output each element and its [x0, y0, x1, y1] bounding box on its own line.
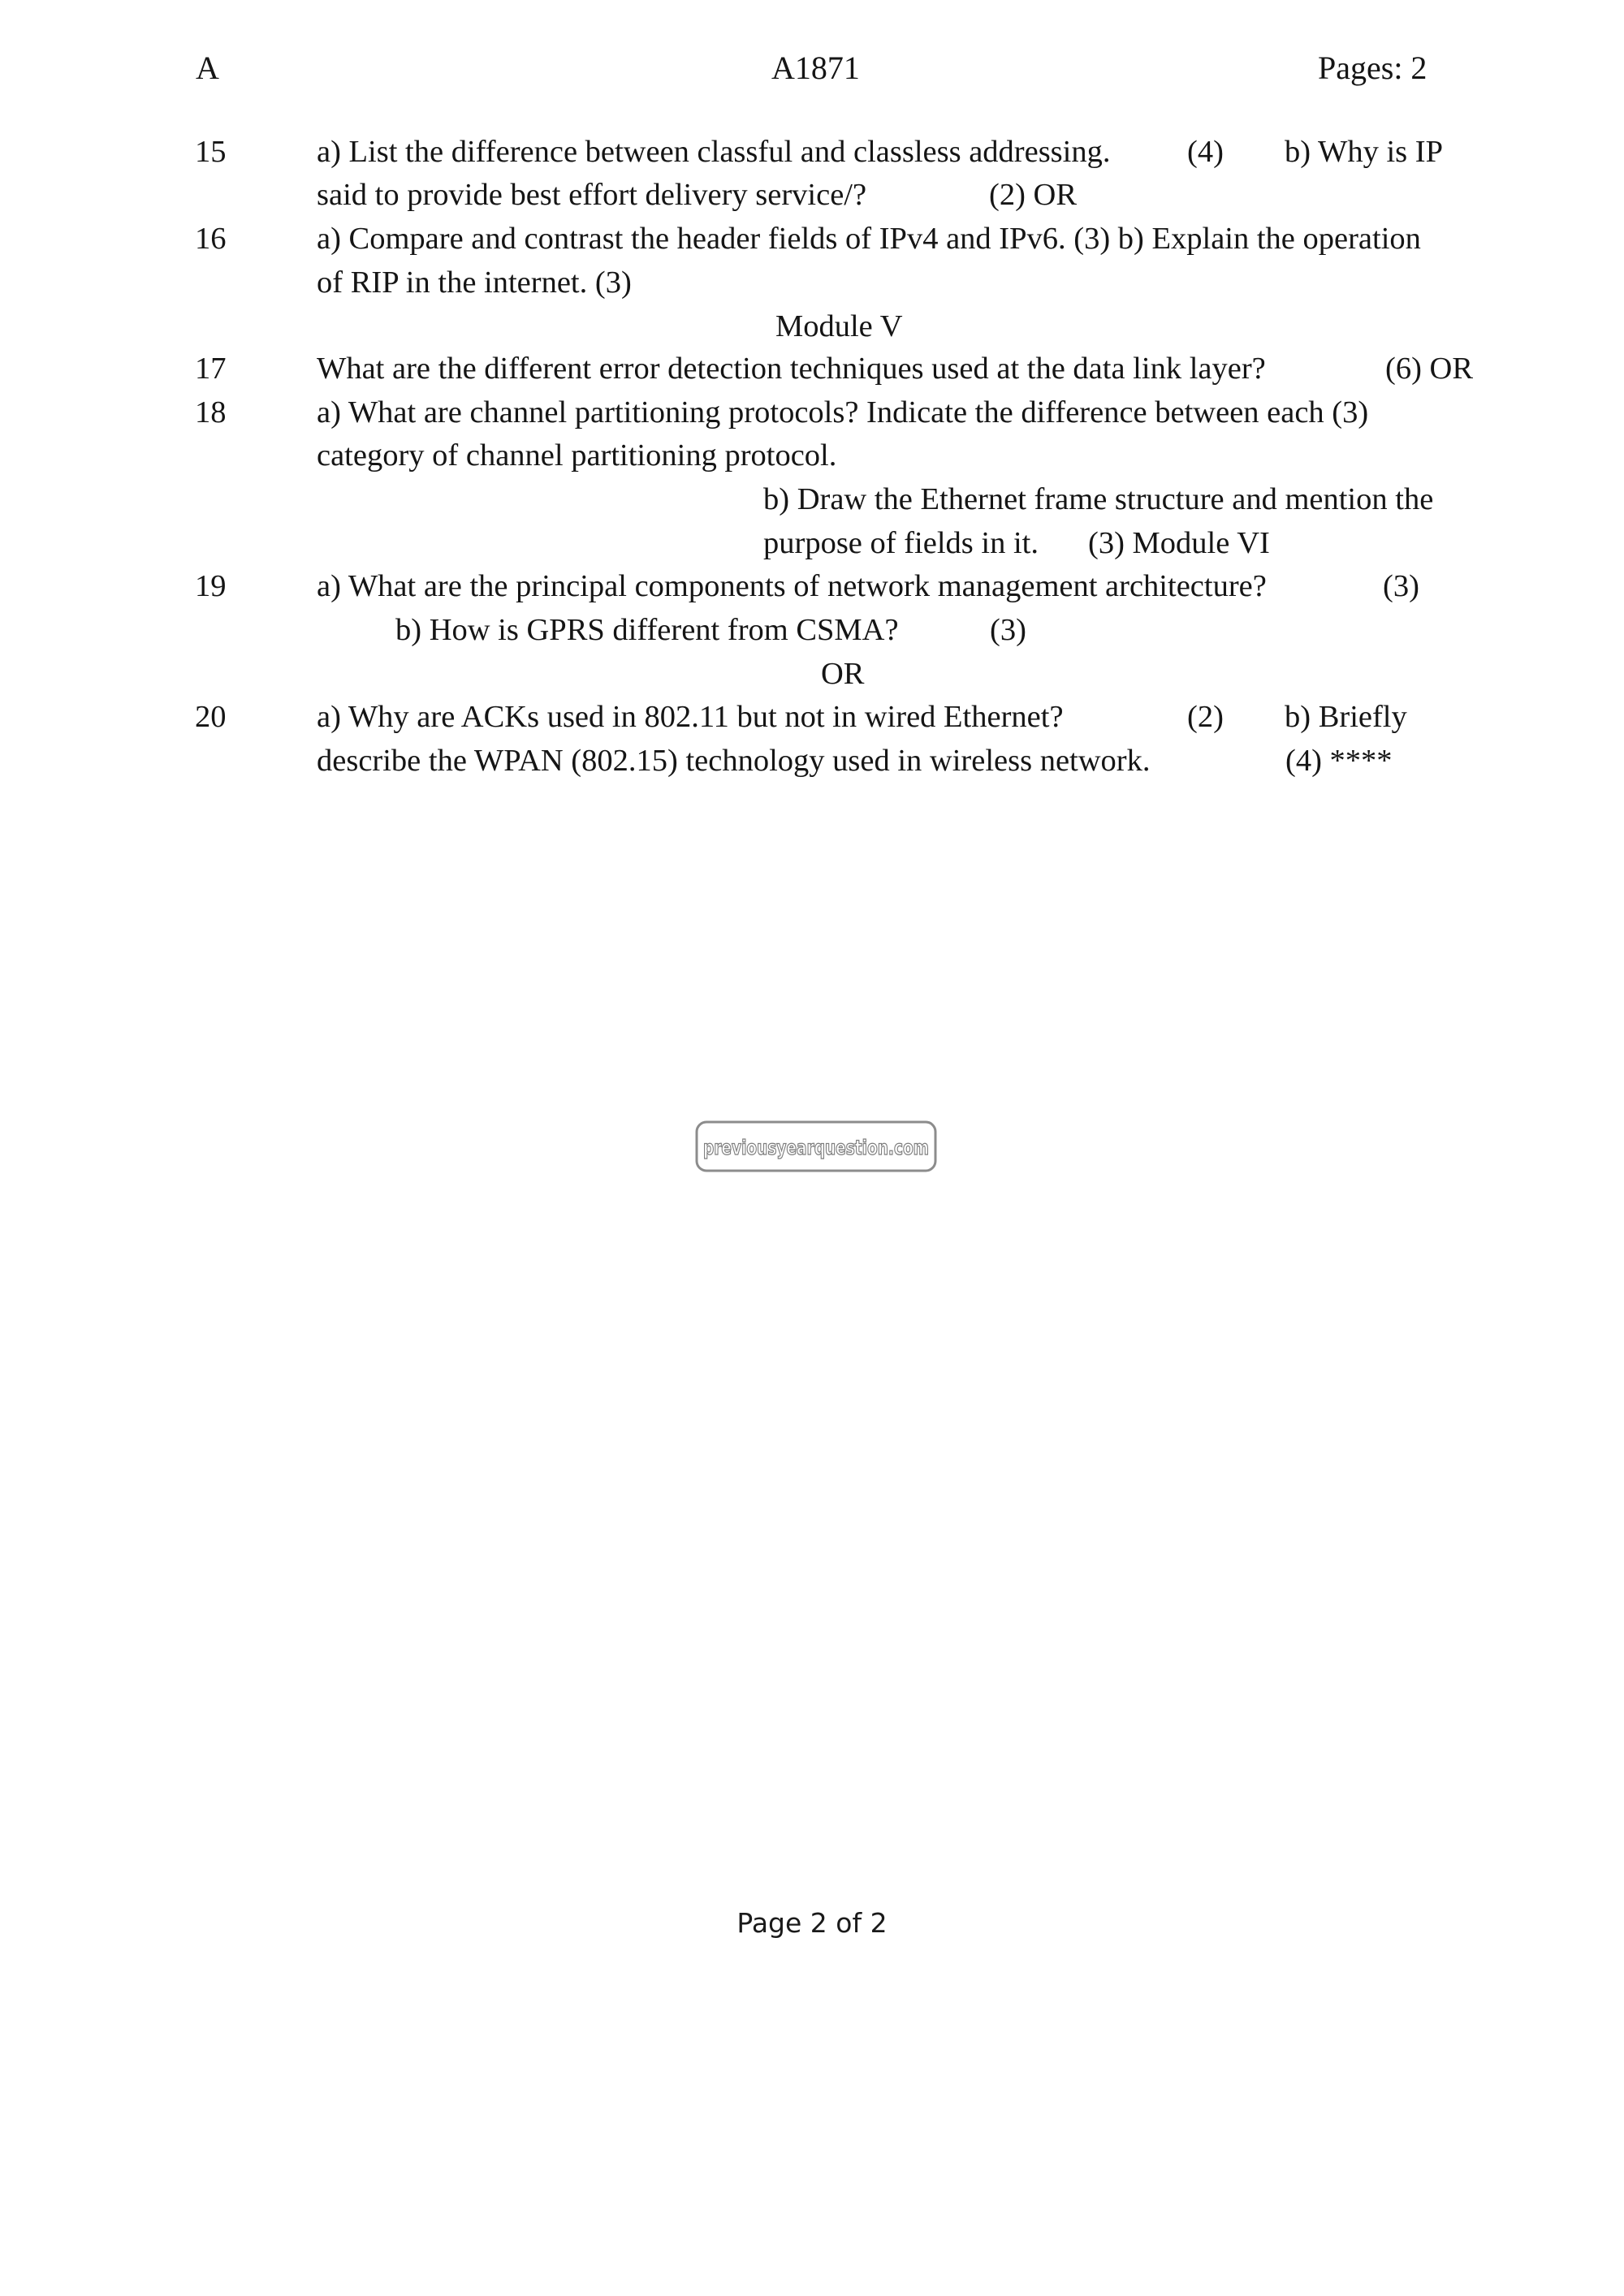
- question-marks: (2) OR: [989, 178, 1077, 212]
- question-number: 15: [195, 135, 227, 169]
- watermark-logo: [694, 1114, 938, 1179]
- question-marks: (4) ****: [1285, 744, 1393, 778]
- question-marks: (3): [1383, 569, 1419, 603]
- question-text: b) How is GPRS different from CSMA?: [395, 613, 899, 647]
- question-text: b) Draw the Ethernet frame structure and mention the: [763, 482, 1434, 516]
- question-text: What are the different error detection techniques used at the data link layer?: [317, 352, 1266, 386]
- or-separator: OR: [821, 657, 865, 691]
- question-number: 17: [195, 352, 227, 386]
- paper-code: A1871: [771, 50, 860, 86]
- question-text: describe the WPAN (802.15) technology used in wireless network.: [317, 744, 1151, 778]
- question-text: of RIP in the internet. (3): [317, 265, 632, 300]
- question-marks: (4): [1187, 135, 1224, 169]
- watermark-text: previousyearquestion.com: [703, 1136, 929, 1159]
- question-number: 20: [195, 700, 227, 734]
- question-text: a) What are channel partitioning protocols? Indicate the difference between each (3): [317, 395, 1369, 429]
- question-marks: (3) Module VI: [1088, 526, 1270, 560]
- question-text: said to provide best effort delivery service/?: [317, 178, 867, 212]
- question-text: b) Briefly: [1285, 700, 1407, 734]
- question-text: b) Why is IP: [1285, 135, 1444, 169]
- question-number: 19: [195, 569, 227, 603]
- question-text: a) List the difference between classful and classless addressing.: [317, 135, 1111, 169]
- question-text: a) What are the principal components of network management architecture?: [317, 569, 1267, 603]
- question-marks: (3): [990, 613, 1026, 647]
- module-heading: Module V: [775, 309, 903, 343]
- question-text: purpose of fields in it.: [763, 526, 1039, 560]
- question-text: category of channel partitioning protocol.: [317, 438, 837, 473]
- question-number: 16: [195, 222, 227, 256]
- question-number: 18: [195, 395, 227, 429]
- question-marks: (6) OR: [1385, 352, 1473, 386]
- question-text: a) Why are ACKs used in 802.11 but not in wired Ethernet?: [317, 700, 1064, 734]
- paper-series-label: A: [196, 50, 219, 86]
- page-footer: Page 2 of 2: [736, 1907, 888, 1939]
- page-count: Pages: 2: [1318, 50, 1427, 86]
- question-text: a) Compare and contrast the header fields of IPv4 and IPv6. (3) b) Explain the operation: [317, 222, 1421, 256]
- question-marks: (2): [1187, 700, 1224, 734]
